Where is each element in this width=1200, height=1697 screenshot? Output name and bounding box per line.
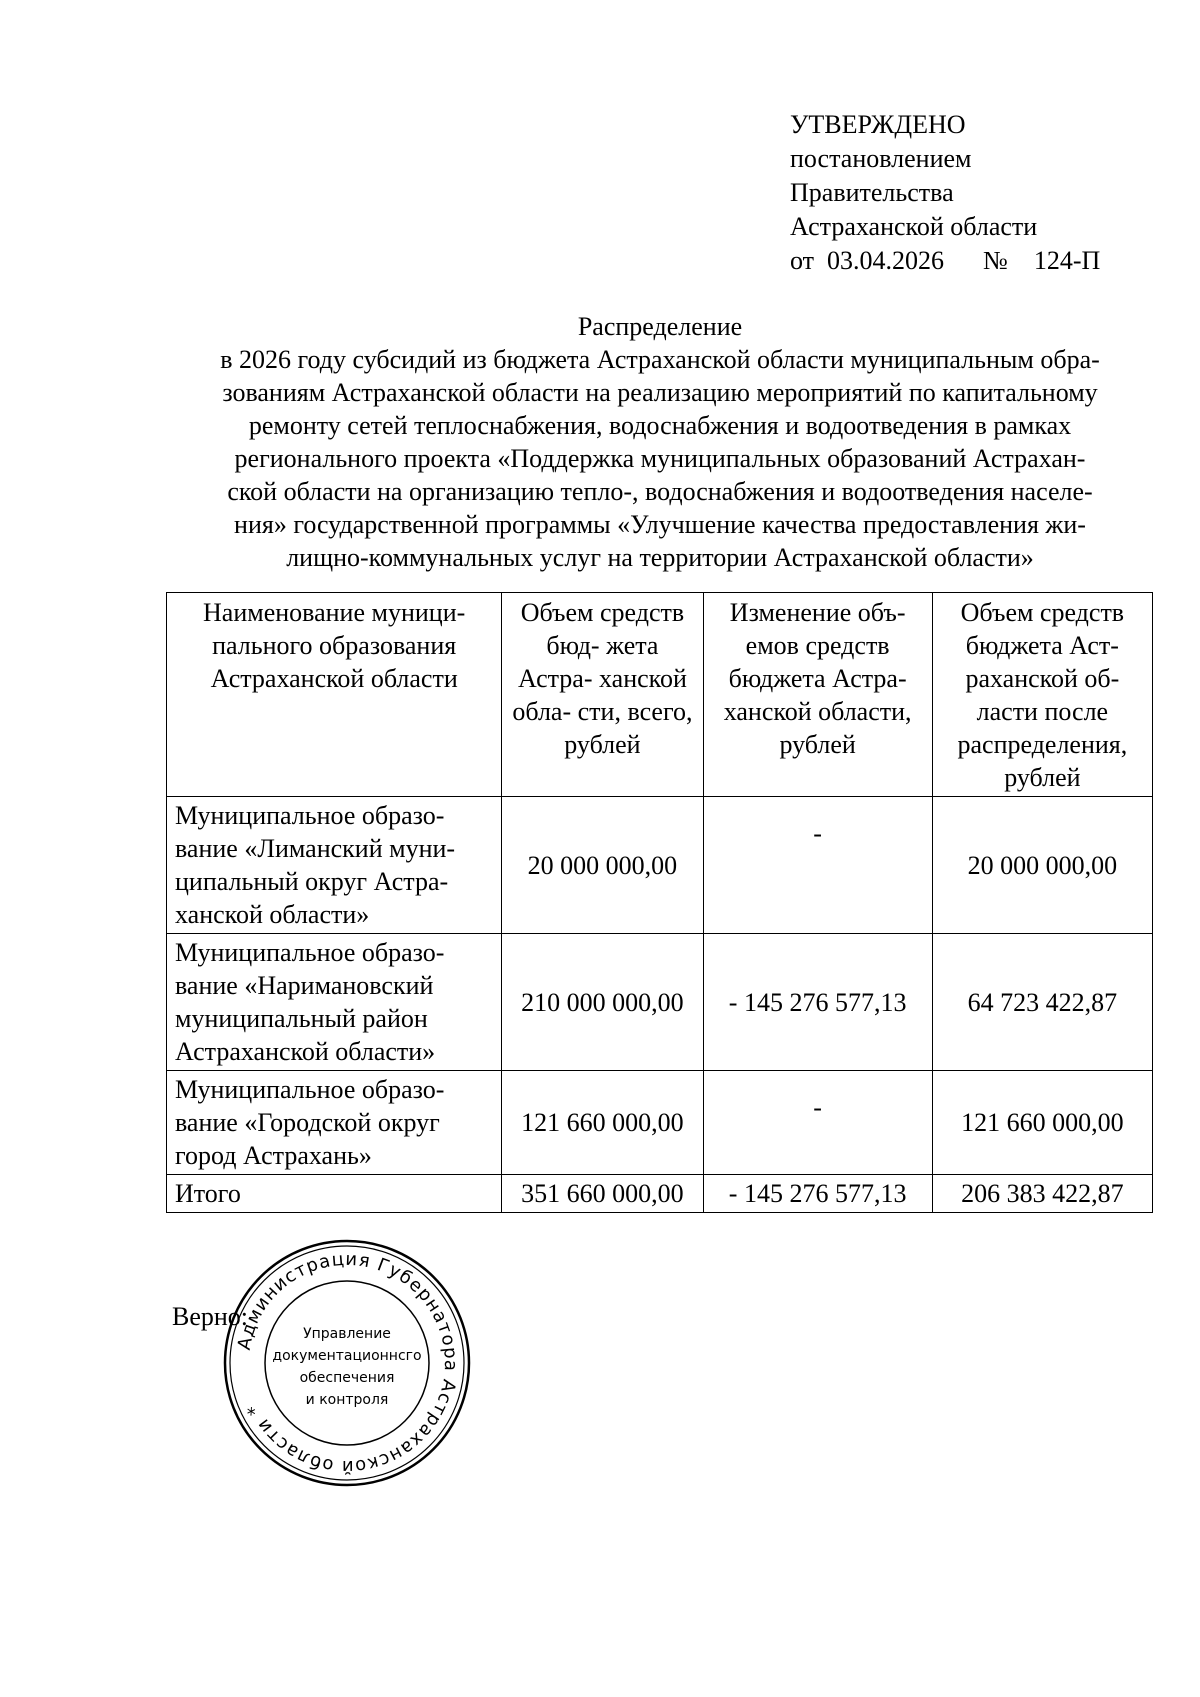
title-line: ремонту сетей теплоснабжения, водоснабжения и водоотведения в рамках bbox=[248, 411, 1072, 440]
verno-label: Верно: bbox=[172, 1302, 249, 1331]
table-row bbox=[167, 797, 1153, 934]
stamp-ring-text: Администрация Губернатора Астраханской области * bbox=[233, 1248, 462, 1478]
row-after: 64 723 422,87 bbox=[932, 934, 1152, 1071]
table-row bbox=[167, 934, 1153, 1071]
header-after: Объем средств бюджета Аст- раханской об- ласти после распределения, рублей bbox=[932, 593, 1152, 797]
approval-date-line bbox=[790, 244, 1100, 278]
total-total: 351 660 000,00 bbox=[502, 1175, 703, 1213]
title-line: регионального проекта «Поддержка муниципальных образований Астрахан- bbox=[234, 444, 1086, 473]
row-municipality: Муниципальное образо- вание «Наримановский муниципальный район Астраханской области» bbox=[167, 934, 502, 1071]
row-total: 20 000 000,00 bbox=[502, 797, 703, 934]
total-after: 206 383 422,87 bbox=[932, 1175, 1152, 1213]
title-line: ской области на организацию тепло-, водоснабжения и водоотведения населе- bbox=[227, 477, 1093, 506]
row-after: 20 000 000,00 bbox=[932, 797, 1152, 934]
header-change: Изменение объ- емов средств бюджета Астра- ханской области, рублей bbox=[703, 593, 932, 797]
approval-date: 03.04.2026 bbox=[827, 246, 945, 275]
document-title bbox=[160, 310, 1160, 574]
stamp-center-line: и контроля bbox=[305, 1392, 389, 1408]
header-municipality: Наименование муници- пального образования Астраханской области bbox=[167, 593, 502, 797]
total-label: Итого bbox=[167, 1175, 502, 1213]
approval-title: УТВЕРЖДЕНО bbox=[790, 110, 966, 139]
row-change: - 145 276 577,13 bbox=[703, 934, 932, 1071]
row-municipality: Муниципальное образо- вание «Лиманский муни- ципальный округ Астра- ханской области» bbox=[167, 797, 502, 934]
table-row bbox=[167, 1071, 1153, 1175]
title-line: ния» государственной программы «Улучшение качества предоставления жи- bbox=[234, 510, 1086, 539]
header-total: Объем средств бюд- жета Астра- ханской обла- сти, всего, рублей bbox=[502, 593, 703, 797]
row-change: - bbox=[703, 797, 932, 934]
title-line: в 2026 году субсидий из бюджета Астраханской области муниципальным обра- bbox=[220, 345, 1100, 374]
title-line: зованиям Астраханской области на реализацию мероприятий по капитальному bbox=[222, 378, 1098, 407]
row-after: 121 660 000,00 bbox=[932, 1071, 1152, 1175]
approval-line-2: постановлением bbox=[790, 144, 972, 173]
approval-number-label: № bbox=[983, 246, 1008, 275]
stamp-center-line: Управление bbox=[303, 1326, 391, 1342]
row-municipality: Муниципальное образо- вание «Городской округ город Астрахань» bbox=[167, 1071, 502, 1175]
table-header-row bbox=[167, 593, 1153, 797]
stamp-center-line: документационнcго bbox=[272, 1348, 422, 1364]
row-total: 210 000 000,00 bbox=[502, 934, 703, 1071]
row-change: - bbox=[703, 1071, 932, 1175]
approval-number: 124-П bbox=[1033, 246, 1101, 275]
approval-from-label: от bbox=[790, 246, 815, 275]
approval-line-3: Правительства bbox=[790, 178, 954, 207]
total-change: - 145 276 577,13 bbox=[703, 1175, 932, 1213]
table-total-row bbox=[167, 1175, 1153, 1213]
distribution-table bbox=[166, 592, 1153, 1213]
title-heading: Распределение bbox=[577, 312, 743, 341]
approval-block bbox=[790, 108, 1100, 278]
official-stamp bbox=[222, 1238, 472, 1488]
title-line: лищно-коммунальных услуг на территории Астраханской области» bbox=[286, 543, 1034, 572]
stamp-center-line: обеспечения bbox=[299, 1370, 395, 1386]
approval-line-4: Астраханской области bbox=[790, 212, 1038, 241]
row-total: 121 660 000,00 bbox=[502, 1071, 703, 1175]
